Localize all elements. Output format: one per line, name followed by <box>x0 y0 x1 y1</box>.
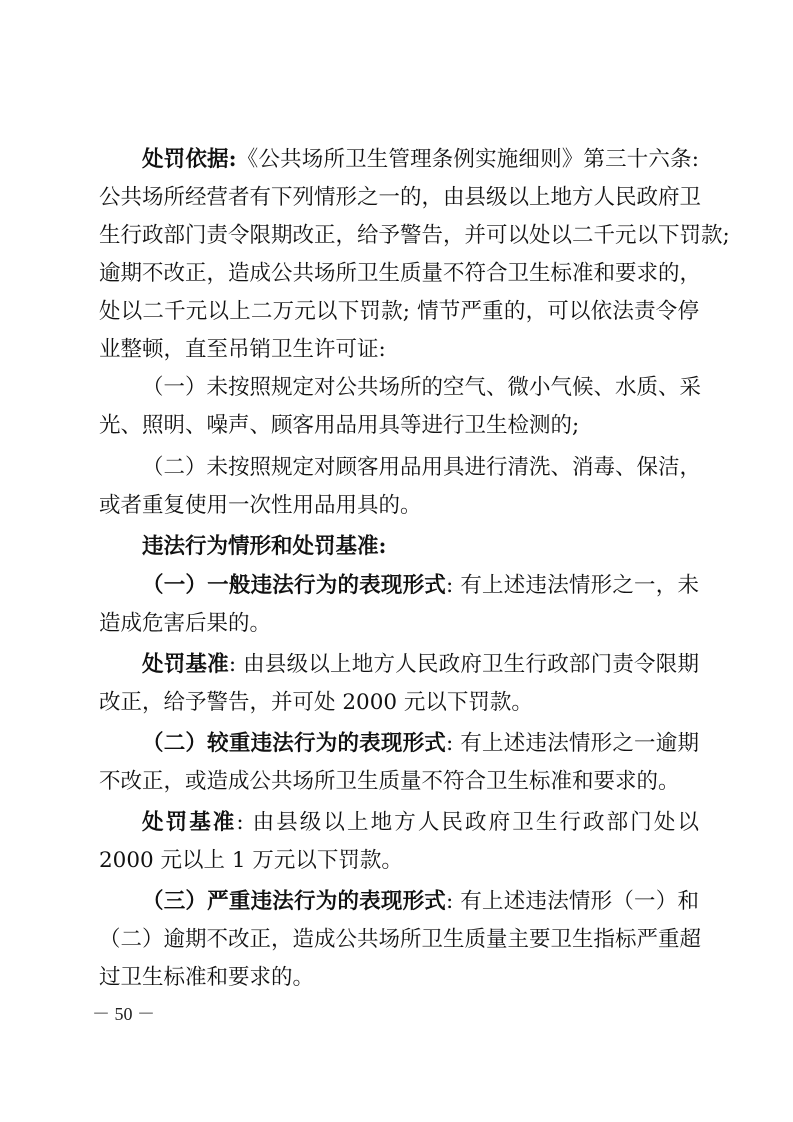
section-heading: 违法行为情形和处罚基准: <box>142 534 387 559</box>
item1-line-1: （一）未按照规定对公共场所的空气、微小气候、水质、采 <box>142 375 702 400</box>
general-penalty-label: 处罚基准 <box>142 652 229 677</box>
general-line-1 <box>99 569 699 603</box>
basis-line-2: 公共场所经营者有下列情形之一的，由县级以上地方人民政府卫 <box>99 185 702 210</box>
general-penalty-line-1 <box>99 648 699 682</box>
general-penalty-line-2: 改正，给予警告，并可处 2000 元以下罚款。 <box>99 690 533 715</box>
item1-line-2: 光、照明、噪声、顾客用品用具等进行卫生检测的; <box>99 413 580 438</box>
basis-line-4: 逾期不改正，造成公共场所卫生质量不符合卫生标准和要求的， <box>99 261 702 286</box>
serious-line-2: 不改正，或造成公共场所卫生质量不符合卫生标准和要求的。 <box>99 769 680 794</box>
general-penalty-desc: : 由县级以上地方人民政府卫生行政部门责令限期 <box>228 652 699 677</box>
basis-line-1 <box>99 143 699 177</box>
severe-desc: : 有上述违法情形（一）和 <box>446 889 699 914</box>
basis-line-3: 生行政部门责令限期改正，给予警告，并可以处以二千元以下罚款; <box>99 223 730 248</box>
general-label: （一）一般违法行为的表现形式 <box>142 573 447 598</box>
basis-line-5: 处以二千元以上二万元以下罚款; 情节严重的，可以依法责令停 <box>99 299 699 324</box>
serious-desc: : 有上述违法情形之一逾期 <box>446 731 699 756</box>
general-desc: : 有上述违法情形之一，未 <box>446 573 699 598</box>
serious-label: （二）较重违法行为的表现形式 <box>142 731 447 756</box>
item2-line-1: （二）未按照规定对顾客用品用具进行清洗、消毒、保洁， <box>142 455 702 480</box>
serious-penalty-label: 处罚基准 <box>142 810 237 835</box>
general-line-2: 造成危害后果的。 <box>99 611 272 636</box>
basis-source: 《公共场所卫生管理条例实施细则》第三十六条: <box>236 147 700 172</box>
serious-penalty-desc: : 由县级以上地方人民政府卫生行政部门处以 <box>236 810 699 835</box>
serious-penalty-line-2: 2000 元以上 1 万元以下罚款。 <box>99 848 403 873</box>
serious-line-1 <box>99 727 699 761</box>
basis-line-6: 业整顿，直至吊销卫生许可证: <box>99 337 386 362</box>
severe-line-3: 过卫生标准和要求的。 <box>99 965 315 990</box>
severe-line-1 <box>99 885 699 919</box>
item2-line-2: 或者重复使用一次性用品用具的。 <box>99 493 422 518</box>
severe-label: （三）严重违法行为的表现形式 <box>142 889 447 914</box>
basis-label: 处罚依据: <box>142 147 237 172</box>
serious-penalty-line-1 <box>99 806 699 840</box>
page-number: － 50 － <box>92 1004 155 1024</box>
severe-line-2: （二）逾期不改正，造成公共场所卫生质量主要卫生指标严重超 <box>99 927 702 952</box>
